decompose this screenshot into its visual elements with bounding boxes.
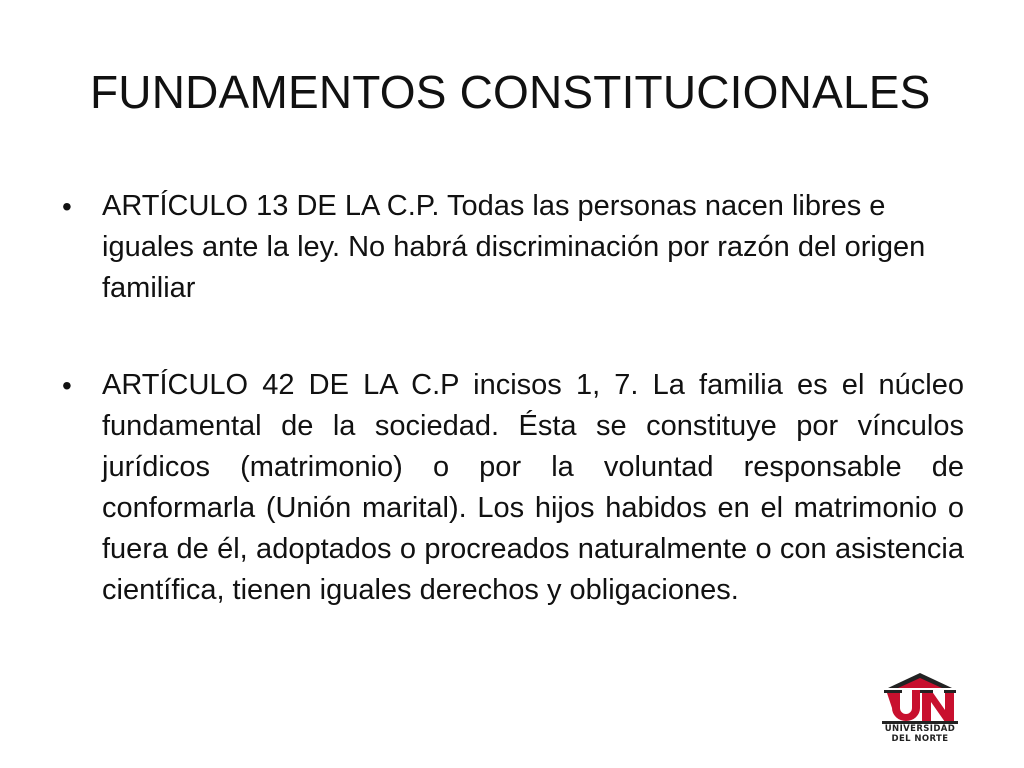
bullet-dot-icon: •	[62, 370, 72, 401]
logo-text-line-1: UNIVERSIDAD	[884, 724, 956, 734]
un-logo-mark-icon	[878, 672, 962, 724]
universidad-del-norte-logo	[878, 672, 962, 748]
bullet-item-articulo-42	[62, 365, 964, 611]
bullet-text: ARTÍCULO 13 DE LA C.P. Todas las personas nacen libres e iguales ante la ley. No habrá discriminación por razón del origen familiar	[102, 190, 926, 304]
bullet-list	[62, 186, 964, 611]
logo-text-line-2: DEL NORTE	[891, 734, 949, 744]
slide-title: FUNDAMENTOS CONSTITUCIONALES	[90, 66, 931, 118]
bullet-text: ARTÍCULO 42 DE LA C.P incisos 1, 7. La familia es el núcleo fundamental de la sociedad. Ésta se constituye por vínculos jurídicos (matrimonio) o por la voluntad responsable de conformarla (Unión marital). Los hijos habidos en el matrimonio o fuera de él, adoptados o procreados naturalmente o con asistencia científica, tienen iguales derechos y obligaciones.	[102, 369, 964, 606]
bullet-item-articulo-13	[62, 186, 964, 309]
bullet-dot-icon: •	[62, 191, 72, 222]
